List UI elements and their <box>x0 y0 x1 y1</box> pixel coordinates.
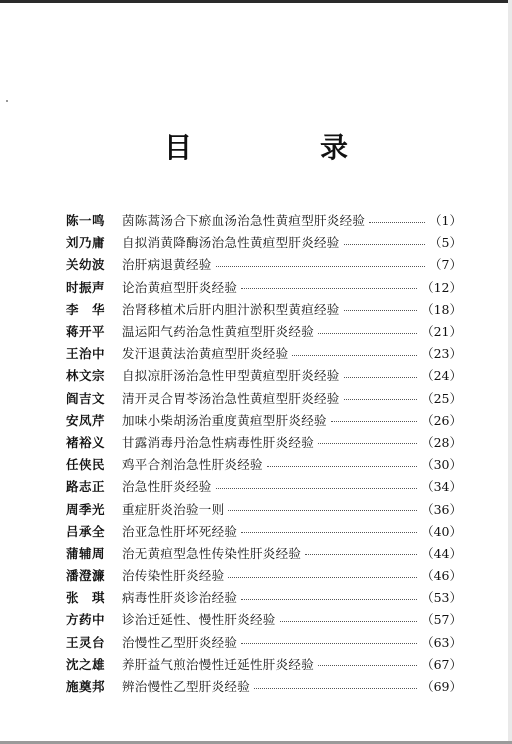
toc-entry-page-number: （7） <box>429 257 462 273</box>
toc-entry-page-number: （24） <box>421 368 462 384</box>
toc-entry-page-number: （46） <box>421 568 462 584</box>
toc-entry-author: 王治中 <box>66 346 106 362</box>
toc-entry-page-number: （21） <box>421 324 462 340</box>
dot-leader <box>228 571 417 578</box>
toc-entry <box>66 209 462 231</box>
toc-entry-author: 路志正 <box>66 479 106 495</box>
toc-entry-author: 李 华 <box>66 301 106 317</box>
toc-entry-page-number: （25） <box>421 390 462 406</box>
dot-leader <box>216 260 425 267</box>
dot-leader <box>318 437 417 444</box>
dot-leader <box>318 659 417 666</box>
toc-entry-title: 温运阳气药治急性黄疸型肝炎经验 <box>122 324 315 340</box>
toc-entry-author: 施奠邦 <box>66 679 106 695</box>
toc-entry-author: 林文宗 <box>66 368 106 384</box>
toc-entry-title: 治传染性肝炎经验 <box>122 568 225 584</box>
page-right-edge <box>508 0 512 744</box>
toc-entry-page-number: （69） <box>421 679 462 695</box>
toc-entry <box>66 387 462 409</box>
toc-entry-author: 安凤芹 <box>66 412 106 428</box>
toc-entry-author: 沈之雄 <box>66 656 106 672</box>
toc-entry <box>66 520 462 542</box>
toc-entry <box>66 453 462 475</box>
toc-entry-title: 养肝益气煎治慢性迁延性肝炎经验 <box>122 656 315 672</box>
toc-entry <box>66 497 462 519</box>
toc-entry <box>66 564 462 586</box>
toc-entry-author: 吕承全 <box>66 523 106 539</box>
dot-leader <box>280 615 417 622</box>
toc-entry-author: 周季光 <box>66 501 106 517</box>
toc-entry <box>66 675 462 697</box>
dot-leader <box>216 482 417 489</box>
toc-entry-author: 蒲辅周 <box>66 545 106 561</box>
toc-entry-author: 方药中 <box>66 612 106 628</box>
dot-leader <box>241 593 417 600</box>
toc-entry-author: 刘乃庸 <box>66 235 106 251</box>
toc-entry-page-number: （40） <box>421 523 462 539</box>
toc-entry-page-number: （44） <box>421 545 462 561</box>
toc-entry-title: 茵陈蒿汤合下瘀血汤治急性黄疸型肝炎经验 <box>122 213 366 229</box>
toc-entry-author: 张 琪 <box>66 590 106 606</box>
toc-entry-author: 时振声 <box>66 279 106 295</box>
toc-entry-author: 褚裕义 <box>66 434 106 450</box>
scan-speck <box>6 100 8 102</box>
toc-entry <box>66 342 462 364</box>
toc-entry <box>66 298 462 320</box>
dot-leader <box>241 526 417 533</box>
toc-entry-author: 蒋开平 <box>66 324 106 340</box>
toc-entry-author: 王灵台 <box>66 634 106 650</box>
toc-entry-author: 潘澄濂 <box>66 568 106 584</box>
toc-entry-page-number: （26） <box>421 412 462 428</box>
toc-entry-title: 论治黄疸型肝炎经验 <box>122 279 238 295</box>
dot-leader <box>369 216 425 223</box>
toc-entry-page-number: （57） <box>421 612 462 628</box>
toc-entry <box>66 409 462 431</box>
dot-leader <box>331 415 417 422</box>
toc-entry-title: 甘露消毒丹治急性病毒性肝炎经验 <box>122 434 315 450</box>
toc-entry-title: 自拟凉肝汤治急性甲型黄疸型肝炎经验 <box>122 368 340 384</box>
toc-entry-title: 辨治慢性乙型肝炎经验 <box>122 679 251 695</box>
toc-entry-title: 自拟消黄降酶汤治急性黄疸型肝炎经验 <box>122 235 340 251</box>
toc-entry-title: 鸡平合剂治急性肝炎经验 <box>122 457 263 473</box>
dot-leader <box>267 460 417 467</box>
toc-entry <box>66 231 462 253</box>
toc-entry <box>66 364 462 386</box>
page-top-edge <box>0 0 512 3</box>
toc-entry <box>66 431 462 453</box>
toc-entry-page-number: （63） <box>421 634 462 650</box>
toc-entry <box>66 608 462 630</box>
dot-leader <box>344 393 417 400</box>
toc-entry <box>66 276 462 298</box>
toc-entry-title: 重症肝炎治验一则 <box>122 501 225 517</box>
toc-entry-page-number: （36） <box>421 501 462 517</box>
dot-leader <box>344 371 417 378</box>
toc-entry-title: 加味小柴胡汤治重度黄疸型肝炎经验 <box>122 412 327 428</box>
toc-entry <box>66 320 462 342</box>
toc-entry-page-number: （1） <box>429 213 462 229</box>
dot-leader <box>292 349 417 356</box>
dot-leader <box>305 548 417 555</box>
toc-entry-title: 病毒性肝炎诊治经验 <box>122 590 238 606</box>
dot-leader <box>344 238 425 245</box>
toc-entry-title: 治无黄疸型急性传染性肝炎经验 <box>122 545 302 561</box>
toc-entry-page-number: （30） <box>421 457 462 473</box>
toc-entry-page-number: （5） <box>429 235 462 251</box>
toc-entry-page-number: （18） <box>421 301 462 317</box>
toc-entry-author: 关幼波 <box>66 257 106 273</box>
dot-leader <box>254 682 417 689</box>
toc-entry-page-number: （34） <box>421 479 462 495</box>
toc-entry-title: 治亚急性肝坏死经验 <box>122 523 238 539</box>
toc-entry-page-number: （23） <box>421 346 462 362</box>
toc-entry-page-number: （28） <box>421 434 462 450</box>
dot-leader <box>344 304 417 311</box>
toc-entry-page-number: （53） <box>421 590 462 606</box>
dot-leader <box>228 504 417 511</box>
toc-entry-page-number: （67） <box>421 656 462 672</box>
dot-leader <box>241 637 417 644</box>
toc-entry-author: 阎吉文 <box>66 390 106 406</box>
table-of-contents <box>66 209 462 697</box>
page-title: 目 录 <box>163 131 398 164</box>
toc-entry-title: 清开灵合胃苓汤治急性黄疸型肝炎经验 <box>122 390 340 406</box>
toc-entry-title: 发汗退黄法治黄疸型肝炎经验 <box>122 346 289 362</box>
toc-entry-title: 治慢性乙型肝炎经验 <box>122 634 238 650</box>
toc-entry-page-number: （12） <box>421 279 462 295</box>
toc-entry-title: 治急性肝炎经验 <box>122 479 212 495</box>
toc-entry <box>66 586 462 608</box>
toc-entry-author: 任侠民 <box>66 457 106 473</box>
toc-entry-author: 陈一鸣 <box>66 213 106 229</box>
dot-leader <box>318 327 417 334</box>
toc-entry-title: 治肾移植术后肝内胆汁淤积型黄疸经验 <box>122 301 340 317</box>
toc-entry <box>66 631 462 653</box>
toc-entry-title: 治肝病退黄经验 <box>122 257 212 273</box>
dot-leader <box>241 282 417 289</box>
toc-entry <box>66 653 462 675</box>
toc-entry-title: 诊治迁延性、慢性肝炎经验 <box>122 612 276 628</box>
toc-entry <box>66 542 462 564</box>
toc-entry <box>66 253 462 275</box>
toc-entry <box>66 475 462 497</box>
